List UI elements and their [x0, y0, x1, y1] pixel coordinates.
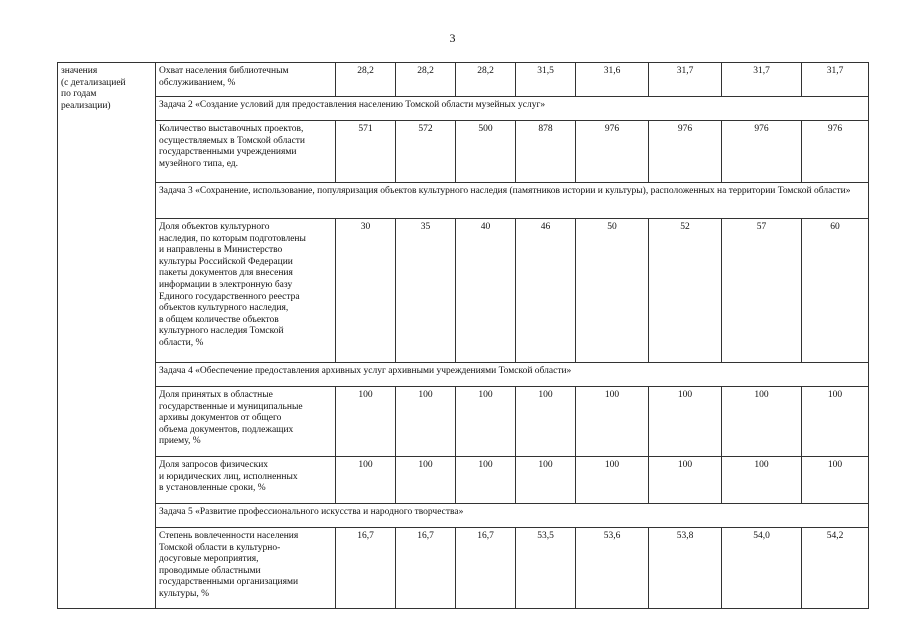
indicator-value: 100 — [396, 457, 456, 504]
indicator-label: Доля объектов культурного наследия, по которым подготовлены и направлены в Министерство культуры Российской Федерации пакеты документов для внесения информации в электронную базу Единого государственного реестра объектов культурного наследия, в общем количестве объектов культурного наследия Томской области, % — [156, 219, 336, 363]
task-heading: Задача 3 «Сохранение, использование, популяризация объектов культурного наследия (памятников истории и культуры), расположенных на территории Томской области» — [156, 183, 869, 219]
indicator-value: 31,7 — [649, 63, 722, 97]
indicator-value: 16,7 — [396, 528, 456, 609]
indicator-value: 60 — [802, 219, 869, 363]
indicator-row — [58, 63, 869, 97]
indicator-value: 100 — [649, 387, 722, 457]
indicator-value: 100 — [576, 457, 649, 504]
indicator-value: 500 — [456, 121, 516, 183]
indicator-value: 100 — [516, 387, 576, 457]
indicator-value: 100 — [516, 457, 576, 504]
indicator-value: 878 — [516, 121, 576, 183]
indicator-value: 31,5 — [516, 63, 576, 97]
task-row — [58, 97, 869, 121]
indicator-value: 100 — [802, 387, 869, 457]
indicator-value: 976 — [576, 121, 649, 183]
indicator-value: 28,2 — [456, 63, 516, 97]
indicator-value: 16,7 — [336, 528, 396, 609]
indicator-value: 54,2 — [802, 528, 869, 609]
indicators-table — [57, 62, 869, 609]
page-number: 3 — [449, 31, 456, 45]
indicator-value: 100 — [649, 457, 722, 504]
indicator-row — [58, 457, 869, 504]
indicator-value: 28,2 — [396, 63, 456, 97]
table-body — [58, 63, 869, 609]
indicator-label: Доля принятых в областные государственные и муниципальные архивы документов от общего объема документов, подлежащих приему, % — [156, 387, 336, 457]
indicator-value: 52 — [649, 219, 722, 363]
indicator-value: 53,8 — [649, 528, 722, 609]
task-row — [58, 363, 869, 387]
indicator-value: 100 — [722, 457, 802, 504]
task-row — [58, 504, 869, 528]
indicator-value: 100 — [802, 457, 869, 504]
indicator-value: 53,6 — [576, 528, 649, 609]
left-column-label: значения (с детализацией по годам реализации) — [58, 63, 156, 609]
indicator-value: 100 — [396, 387, 456, 457]
indicator-value: 100 — [722, 387, 802, 457]
indicator-row — [58, 219, 869, 363]
indicator-value: 35 — [396, 219, 456, 363]
task-heading: Задача 4 «Обеспечение предоставления архивных услуг архивными учреждениями Томской области» — [156, 363, 869, 387]
indicator-value: 46 — [516, 219, 576, 363]
indicator-value: 57 — [722, 219, 802, 363]
task-row — [58, 183, 869, 219]
indicator-value: 571 — [336, 121, 396, 183]
indicator-value: 31,7 — [802, 63, 869, 97]
task-heading: Задача 2 «Создание условий для предоставления населению Томской области музейных услуг» — [156, 97, 869, 121]
indicator-value: 572 — [396, 121, 456, 183]
indicator-value: 50 — [576, 219, 649, 363]
indicator-value: 31,7 — [722, 63, 802, 97]
indicator-label: Охват населения библиотечным обслуживанием, % — [156, 63, 336, 97]
indicator-value: 16,7 — [456, 528, 516, 609]
indicator-label: Степень вовлеченности населения Томской области в культурно- досуговые мероприятия, проводимые областными государственными организациями культуры, % — [156, 528, 336, 609]
indicator-value: 100 — [456, 457, 516, 504]
indicator-value: 976 — [649, 121, 722, 183]
indicator-value: 100 — [456, 387, 516, 457]
indicator-value: 976 — [722, 121, 802, 183]
indicator-value: 31,6 — [576, 63, 649, 97]
indicator-value: 976 — [802, 121, 869, 183]
indicator-value: 53,5 — [516, 528, 576, 609]
task-heading: Задача 5 «Развитие профессионального искусства и народного творчества» — [156, 504, 869, 528]
indicator-value: 40 — [456, 219, 516, 363]
indicator-value: 100 — [576, 387, 649, 457]
indicator-row — [58, 387, 869, 457]
indicator-value: 28,2 — [336, 63, 396, 97]
indicator-value: 100 — [336, 387, 396, 457]
indicator-row — [58, 528, 869, 609]
indicator-value: 100 — [336, 457, 396, 504]
indicator-value: 30 — [336, 219, 396, 363]
indicator-label: Доля запросов физических и юридических лиц, исполненных в установленные сроки, % — [156, 457, 336, 504]
indicator-value: 54,0 — [722, 528, 802, 609]
indicator-label: Количество выставочных проектов, осуществляемых в Томской области государственными учреждениями музейного типа, ед. — [156, 121, 336, 183]
indicator-row — [58, 121, 869, 183]
